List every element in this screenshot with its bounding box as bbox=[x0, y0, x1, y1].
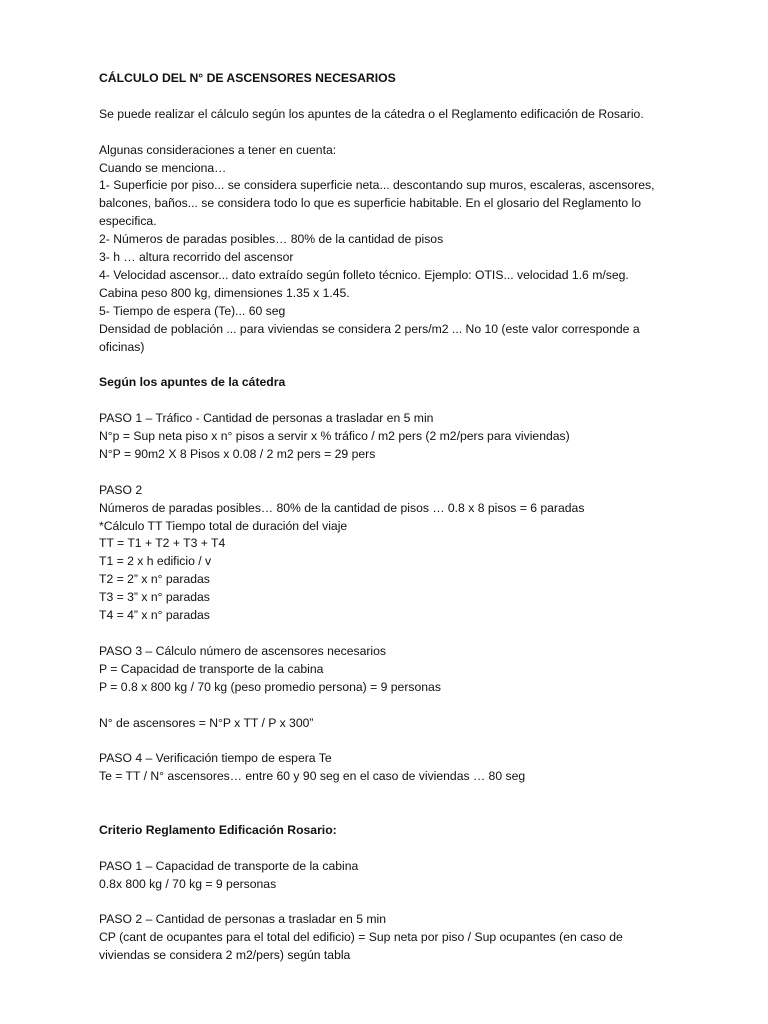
considerations-line: 2- Números de paradas posibles… 80% de la cantidad de pisos bbox=[99, 232, 444, 247]
catedra-paso4 bbox=[99, 750, 699, 786]
rosario-paso1 bbox=[99, 858, 699, 894]
considerations-line: especifica. bbox=[99, 214, 157, 229]
paso-line: *Cálculo TT Tiempo total de duración del viaje bbox=[99, 518, 348, 533]
paso-line: T2 = 2” x n° paradas bbox=[99, 572, 210, 587]
paso-line: 0.8x 800 kg / 70 kg = 9 personas bbox=[99, 876, 277, 891]
paso-line: P = 0.8 x 800 kg / 70 kg (peso promedio persona) = 9 personas bbox=[99, 679, 441, 694]
paso-line: viviendas se considera 2 m2/pers) según tabla bbox=[99, 948, 351, 963]
paso-line: N°p = Sup neta piso x n° pisos a servir x % tráfico / m2 pers (2 m2/pers para viviendas) bbox=[99, 429, 570, 444]
paso-line: P = Capacidad de transporte de la cabina bbox=[99, 661, 324, 676]
document-title: CÁLCULO DEL N° DE ASCENSORES NECESARIOS bbox=[99, 71, 396, 85]
rosario-paso2 bbox=[99, 911, 699, 965]
considerations-line: balcones, baños... se considera todo lo que es superficie habitable. En el glosario del Reglamento lo bbox=[99, 196, 642, 211]
paso-line: T1 = 2 x h edificio / v bbox=[99, 554, 212, 569]
considerations-line: Cuando se menciona… bbox=[99, 160, 227, 175]
considerations-line: oficinas) bbox=[99, 339, 145, 354]
considerations-line: Densidad de población ... para viviendas se considera 2 pers/m2 ... No 10 (este valor corresponde a bbox=[99, 321, 640, 336]
paso-line: Números de paradas posibles… 80% de la cantidad de pisos … 0.8 x 8 pisos = 6 paradas bbox=[99, 500, 585, 515]
paso-line: TT = T1 + T2 + T3 + T4 bbox=[99, 536, 226, 551]
paso-line: PASO 3 – Cálculo número de ascensores necesarios bbox=[99, 643, 387, 658]
paso-line: CP (cant de ocupantes para el total del edificio) = Sup neta por piso / Sup ocupantes (en caso de bbox=[99, 930, 623, 945]
catedra-paso1 bbox=[99, 410, 699, 464]
considerations-line: 5- Tiempo de espera (Te)... 60 seg bbox=[99, 303, 286, 318]
considerations-line: 4- Velocidad ascensor... dato extraído según folleto técnico. Ejemplo: OTIS... velocidad 1.6 m/seg. bbox=[99, 267, 629, 282]
paso-line: T3 = 3” x n° paradas bbox=[99, 590, 210, 605]
paso-line: T4 = 4” x n° paradas bbox=[99, 608, 210, 623]
document-body bbox=[99, 70, 699, 965]
catedra-paso3 bbox=[99, 643, 699, 697]
paso-line: PASO 4 – Verificación tiempo de espera Te bbox=[99, 751, 332, 766]
considerations-line: Cabina peso 800 kg, dimensiones 1.35 x 1.45. bbox=[99, 285, 350, 300]
catedra-paso2 bbox=[99, 482, 699, 625]
considerations-section bbox=[99, 142, 699, 357]
paso-line: PASO 1 – Tráfico - Cantidad de personas a trasladar en 5 min bbox=[99, 411, 434, 426]
rosario-heading: Criterio Reglamento Edificación Rosario: bbox=[99, 822, 337, 837]
considerations-line: 1- Superficie por piso... se considera superficie neta... descontando sup muros, escaleras, ascensores, bbox=[99, 178, 655, 193]
paso-line: N°P = 90m2 X 8 Pisos x 0.08 / 2 m2 pers = 29 pers bbox=[99, 446, 376, 461]
ascensores-formula: N° de ascensores = N°P x TT / P x 300” bbox=[99, 715, 314, 730]
paso-line: PASO 1 – Capacidad de transporte de la cabina bbox=[99, 858, 359, 873]
paso-line: PASO 2 bbox=[99, 482, 143, 497]
intro-paragraph: Se puede realizar el cálculo según los apuntes de la cátedra o el Reglamento edificación de Rosario. bbox=[99, 106, 644, 121]
considerations-line: 3- h … altura recorrido del ascensor bbox=[99, 250, 294, 265]
paso-line: PASO 2 – Cantidad de personas a trasladar en 5 min bbox=[99, 912, 387, 927]
considerations-line: Algunas consideraciones a tener en cuenta: bbox=[99, 142, 337, 157]
catedra-heading: Según los apuntes de la cátedra bbox=[99, 375, 286, 390]
paso-line: Te = TT / N° ascensores… entre 60 y 90 seg en el caso de viviendas … 80 seg bbox=[99, 769, 526, 784]
